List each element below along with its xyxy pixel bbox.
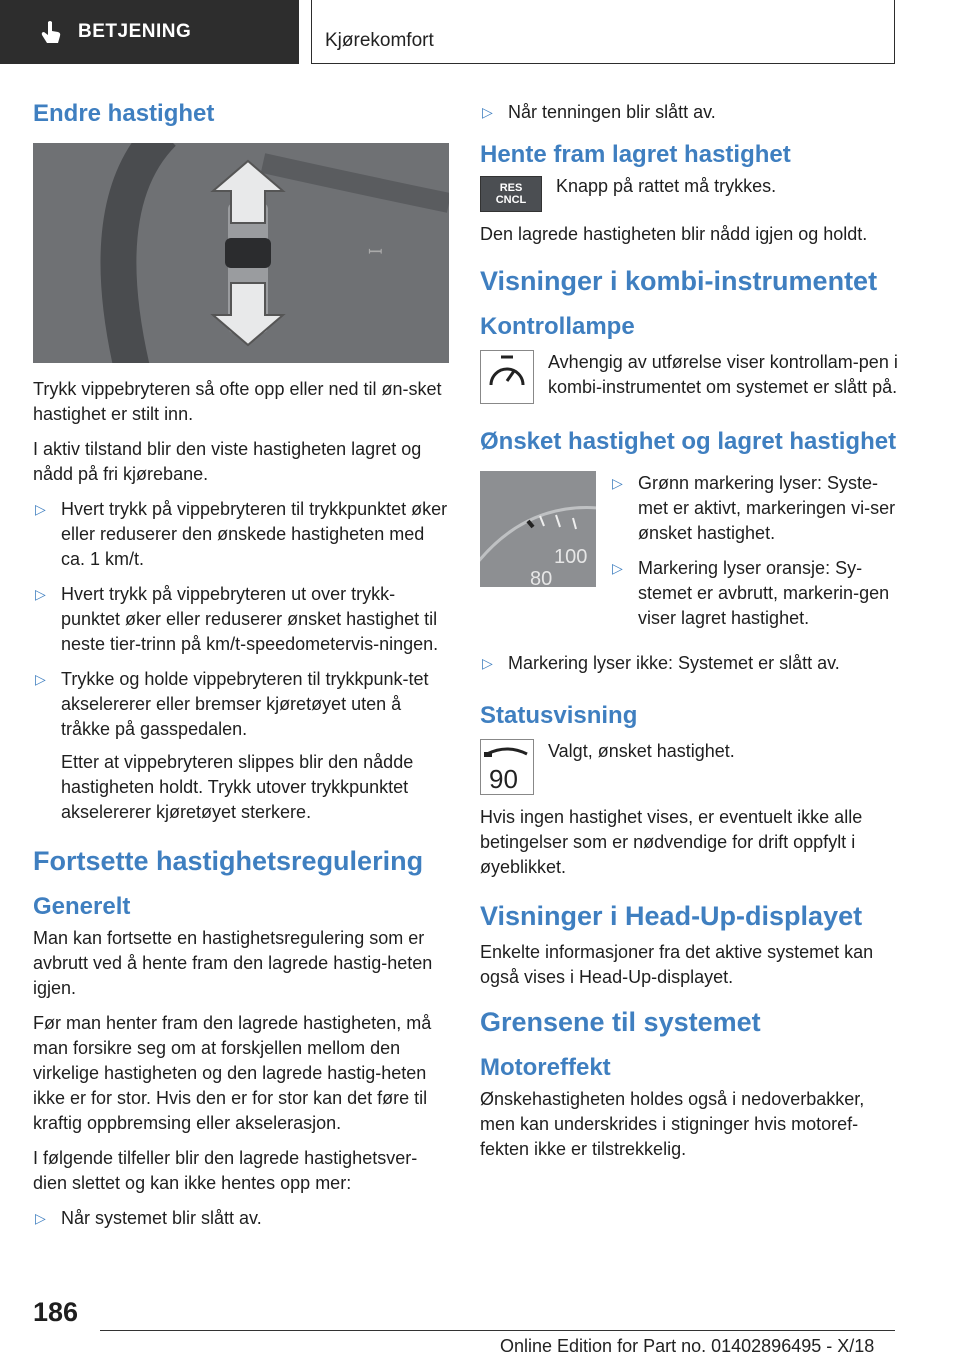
triangle-bullet-icon: ▷ (612, 474, 623, 491)
res-cncl-button-icon: RES CNCL (480, 176, 542, 212)
list-item: ▷ Markering lyser oransje: Sy-stemet er avbrutt, markerin-gen viser lagret hastighet. (612, 557, 890, 628)
list-item: ▷ Markering lyser ikke: Systemet er slått av. (480, 651, 898, 676)
left-column (33, 100, 449, 1241)
right-column (480, 100, 898, 1172)
para-trykk: Trykk vippebryteren så ofte opp eller ned til øn-sket hastighet er stilt inn. (33, 378, 442, 424)
heading-endre-hastighet: Endre hastighet (33, 100, 215, 127)
triangle-bullet-icon: ▷ (35, 1209, 46, 1226)
heading-grensene: Grensene til systemet (480, 1006, 761, 1037)
svg-text:ꟷ: ꟷ (368, 241, 383, 263)
triangle-bullet-icon: ▷ (35, 670, 46, 687)
heading-visninger-kombi: Visninger i kombi-instrumentet (480, 265, 878, 296)
list-item: ▷ Hvert trykk på vippebryteren til trykkpunktet øker eller reduserer den ønskede hastigheten med ca. 1 km/t. (35, 498, 448, 569)
heading-motoreffekt: Motoreffekt (480, 1054, 611, 1082)
list-item: ▷ Hvert trykk på vippebryteren ut over trykk-punktet øker eller reduserer ønsket hastighet til neste tier-trinn på km/t-speedometervis-ningen. (35, 583, 439, 654)
heading-hente: Hente fram lagret hastighet (480, 141, 791, 168)
footer-edition: Online Edition for Part no. 01402896495 - X/18 (500, 1336, 875, 1356)
status-speed-value: 90 (489, 763, 518, 794)
para-for-man: Før man henter fram den lagrede hastigheten, må man forsikre seg om at forskjellen mellom den virkelige hastigheten og den lagrede hastig-heten ikke er for stor. Hvis den er for stor kan det føre til kraftig oppbremsing eller akselerasjon. (33, 1012, 432, 1133)
header-chapter-label: Kjørekomfort (325, 30, 434, 51)
triangle-bullet-icon: ▷ (35, 500, 46, 517)
speedo-label-100: 100 (554, 545, 588, 568)
list-item: ▷ Når systemet blir slått av. (33, 1206, 449, 1231)
page-number: 186 (33, 1297, 79, 1327)
list-vippebryter (33, 497, 449, 825)
heading-generelt: Generelt (33, 893, 131, 921)
list-item: ▷ Trykke og holde vippebryteren til trykkpunk-tet akselererer eller bremser kjøretøyet uten å tråkke på gasspedalen. Etter at vippebryteren slippes blir den nådde hastigheten holdt. Trykk utover trykkpunktet akselererer kjøretøyet sterkere. (33, 667, 449, 825)
para-hvis: Hvis ingen hastighet vises, er eventuelt ikke alle betingelser som er nødvendige for drift oppfylt i øyeblikket. (480, 806, 863, 877)
hand-pointer-icon (38, 18, 66, 46)
list-item-extra: Etter at vippebryteren slippes blir den nådde hastigheten holdt. Trykk utover trykkpunktet akselererer kjøretøyet sterkere. (61, 751, 414, 822)
list-slettet (33, 1206, 449, 1231)
list-tenning (480, 100, 898, 125)
para-aktiv: I aktiv tilstand blir den viste hastigheten lagret og nådd på fri kjørebane. (33, 438, 422, 484)
speedo-label-80: 80 (530, 567, 553, 587)
para-folgende: I følgende tilfeller blir den lagrede hastighetsver-dien slettet og kan ikke hentes opp mer: (33, 1147, 418, 1193)
triangle-bullet-icon: ▷ (612, 559, 623, 576)
heading-fortsette: Fortsette hastighetsregulering (33, 845, 424, 876)
list-item: ▷ Grønn markering lyser: Syste-met er aktivt, markeringen vi-ser ønsket hastighet. (612, 472, 896, 543)
heading-kontrollampe: Kontrollampe (480, 313, 635, 341)
kontroll-text: Avhengig av utførelse viser kontrollam-pen i kombi-instrumentet om systemet er slått på. (548, 351, 898, 397)
list-item: ▷ Når tenningen blir slått av. (480, 100, 898, 125)
heading-onsket: Ønsket hastighet og lagret hastighet (480, 427, 897, 455)
heading-statusvisning: Statusvisning (480, 701, 638, 729)
list-markering (610, 471, 898, 641)
status-row (480, 739, 898, 795)
para-fortsette: Man kan fortsette en hastighetsregulering som er avbrutt ved å hente fram den lagrede hastig-heten igjen. (33, 927, 433, 998)
header-section-tab (0, 0, 299, 64)
hente-row (480, 174, 898, 212)
list-ikke (480, 651, 898, 676)
para-motor: Ønskehastigheten holdes også i nedoverbakker, men kan underskrides i stigninger hvis motoref-fekten ikke er tilstrekkelig. (480, 1089, 865, 1160)
triangle-bullet-icon: ▷ (482, 104, 493, 120)
speedo-row (480, 471, 898, 641)
para-lagrede: Den lagrede hastigheten blir nådd igjen og holdt. (480, 223, 868, 244)
status-speed-display-icon (480, 739, 534, 795)
steering-wheel-rocker-switch-photo (33, 143, 449, 363)
cruise-control-indicator-icon (480, 350, 534, 404)
header-section-label: BETJENING (78, 21, 192, 42)
triangle-bullet-icon: ▷ (482, 654, 493, 671)
footer-divider (100, 1330, 895, 1331)
triangle-bullet-icon: ▷ (35, 585, 46, 602)
hente-text: Knapp på rattet må trykkes. (556, 175, 777, 196)
header-chapter-box (311, 0, 895, 64)
para-hud: Enkelte informasjoner fra det aktive systemet kan også vises i Head-Up-displayet. (480, 941, 874, 987)
kontroll-row (480, 350, 898, 404)
heading-visninger-hud: Visninger i Head-Up-displayet (480, 900, 863, 931)
status-text: Valgt, ønsket hastighet. (548, 740, 735, 761)
speedometer-photo (480, 471, 596, 587)
